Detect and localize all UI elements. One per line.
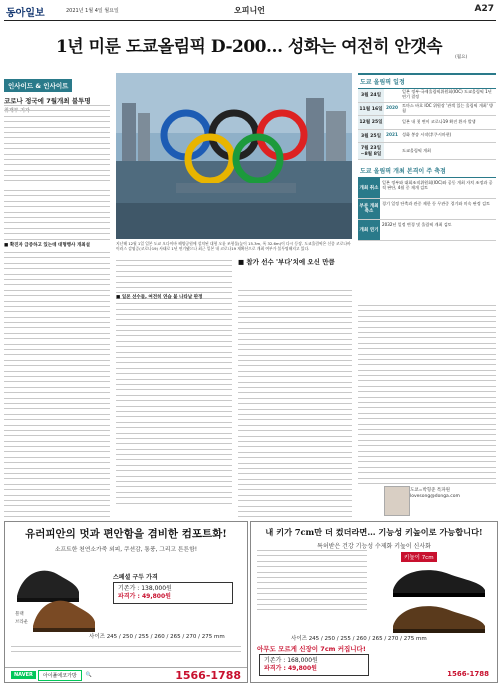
newspaper-logo: 동아일보 [6, 8, 45, 19]
price-label: 스페셜 구두 가격 [113, 574, 158, 581]
column-title: 코로나 정국에 7월개최 불투명 [4, 97, 91, 105]
page-number: A27 [474, 4, 494, 14]
height-badge: 키높이 7cm [401, 552, 437, 562]
ad-fine-print [11, 646, 241, 657]
ad-footer [5, 667, 247, 682]
size-list: 사이즈 245 / 250 / 255 / 260 / 265 / 270 / 275 mm [89, 634, 225, 640]
shoe-ad-left[interactable] [4, 521, 248, 683]
timeline-row: 11월 16일 2020 토마스 바흐 IOC 위원장 '관객 있는 올림픽 개최' 방침 [358, 103, 496, 117]
article-subhead-3: ■ 참가 선수 '부다'치에 오신 만큼 [238, 258, 335, 266]
timeline-row: 12월 25일 일본 내 첫 변이 코로나19 확진 환자 발생 [358, 116, 496, 130]
ad-phone[interactable]: 1566-1788 [447, 670, 489, 678]
ad-subhead: 특허받은 건강 기능성 수제화 키높이 신사화 [317, 543, 431, 550]
column-tag: 인사이드 & 인사이트 [4, 79, 72, 92]
color-label-brown: 브라운 [15, 620, 29, 625]
ad-headline: 내 키가 7cm만 더 컸더라면… 기능성 키높이로 가능합니다! [265, 527, 483, 537]
color-label-black: 블랙 [15, 612, 24, 617]
issue-date: 2021년 1월 4일 월요일 [66, 8, 119, 14]
body-text-col1b [4, 252, 110, 522]
search-box[interactable]: 아이풀에코가방 [38, 670, 82, 681]
scenario-row: 개최 취소 일본 정부와 대회조직위원회(IOC)와 공동 개최 자치 조정과 공적 판단, 4월 중 재개 검토 [358, 178, 496, 199]
olympic-rings-photo [116, 73, 352, 239]
scenario-title: 도쿄 올림픽 개최 본격이 주 축점 [358, 164, 496, 178]
photo-caption: 지난해 12월 1일 일본 도쿄 오다이바 해양공원에 설치된 대형 오륜 조형물(높이 15.3m, 폭 32.6m)이 다시 등장. 도쿄올림픽은 신종 코로나바이러스 감염증(코로나19) 사태로 1년 연기됐으나 최근 일본 내 코로나19 재확산으로 개최 여부가 불투명해지고 있다. [116, 241, 351, 251]
reporter-photo [384, 486, 410, 516]
body-text-lines [4, 105, 110, 186]
article-subhead-1: ■ 확진자 급증하고 있는데 대형행사 개최설 [4, 243, 90, 248]
article-subhead-2: ■ 일본 선수들, 여전히 연습 불 나타날 판정 [116, 295, 203, 300]
ad-phone[interactable]: 1566-1788 [175, 668, 241, 682]
price-box: 기존가 : 168,000원 파격가 : 49,800원 [259, 654, 369, 676]
search-icon: 🔍 [85, 672, 92, 678]
timeline-row: 3월 24일 일본 정부-국제올림픽위원회(IOC) 도쿄올림픽 1년 연기 결정 [358, 89, 496, 103]
ad-slogan: 아무도 모르게 신장이 7cm 커집니다! [257, 645, 366, 653]
naver-logo: NAVER [11, 671, 36, 679]
price-box: 기존가 : 138,000원 파격가 : 49,800원 [113, 582, 233, 604]
pull-quote [238, 258, 352, 267]
left-column [4, 73, 110, 183]
tall-shoe-image-2 [389, 596, 489, 636]
size-list: 사이즈 245 / 250 / 255 / 260 / 265 / 270 / 275 mm [291, 636, 427, 642]
main-headline: 1년 미룬 도쿄올림픽 D-200… 성화는 여전히 안갯속 [55, 37, 443, 57]
timeline-row: 7월 23일~8월 8일 도쿄올림픽 개최 [358, 143, 496, 160]
scenario-row: 개최 연기 2032년 일정 변경 및 올림픽 개최 검토 [358, 220, 496, 241]
byline: 도쿄=박형준 특파원 lovesong@donga.com [410, 488, 460, 499]
timeline-row: 3월 25일 2021 성화 봉송 시작(후쿠시마현) [358, 130, 496, 144]
tall-shoe-image-1 [389, 560, 489, 600]
ad-headline: 유러피안의 멋과 편안함을 겸비한 컴포트화! [25, 528, 227, 540]
scenario-row: 부분 개최 축소 경기 일정 단축과 관중 제한 등 무관중 경기와 미숙 판정 검토 [358, 199, 496, 220]
ad-description [257, 550, 367, 615]
ad-subhead: 소프트한 천연소가죽 외피, 쿠션감, 통풍, 그리고 튼튼함! [54, 547, 198, 553]
shoe-ad-right[interactable] [250, 521, 498, 683]
schedule-title: 도쿄 올림픽 일정 [358, 75, 496, 89]
body-text-col3 [238, 290, 352, 522]
body-text-col1 [4, 190, 110, 244]
section-title: 오피니언 [234, 6, 265, 15]
headline-sub: (월요) [455, 55, 468, 60]
page-header [4, 2, 496, 21]
olympic-schedule-panel [358, 73, 496, 301]
body-text-col4 [358, 305, 496, 488]
